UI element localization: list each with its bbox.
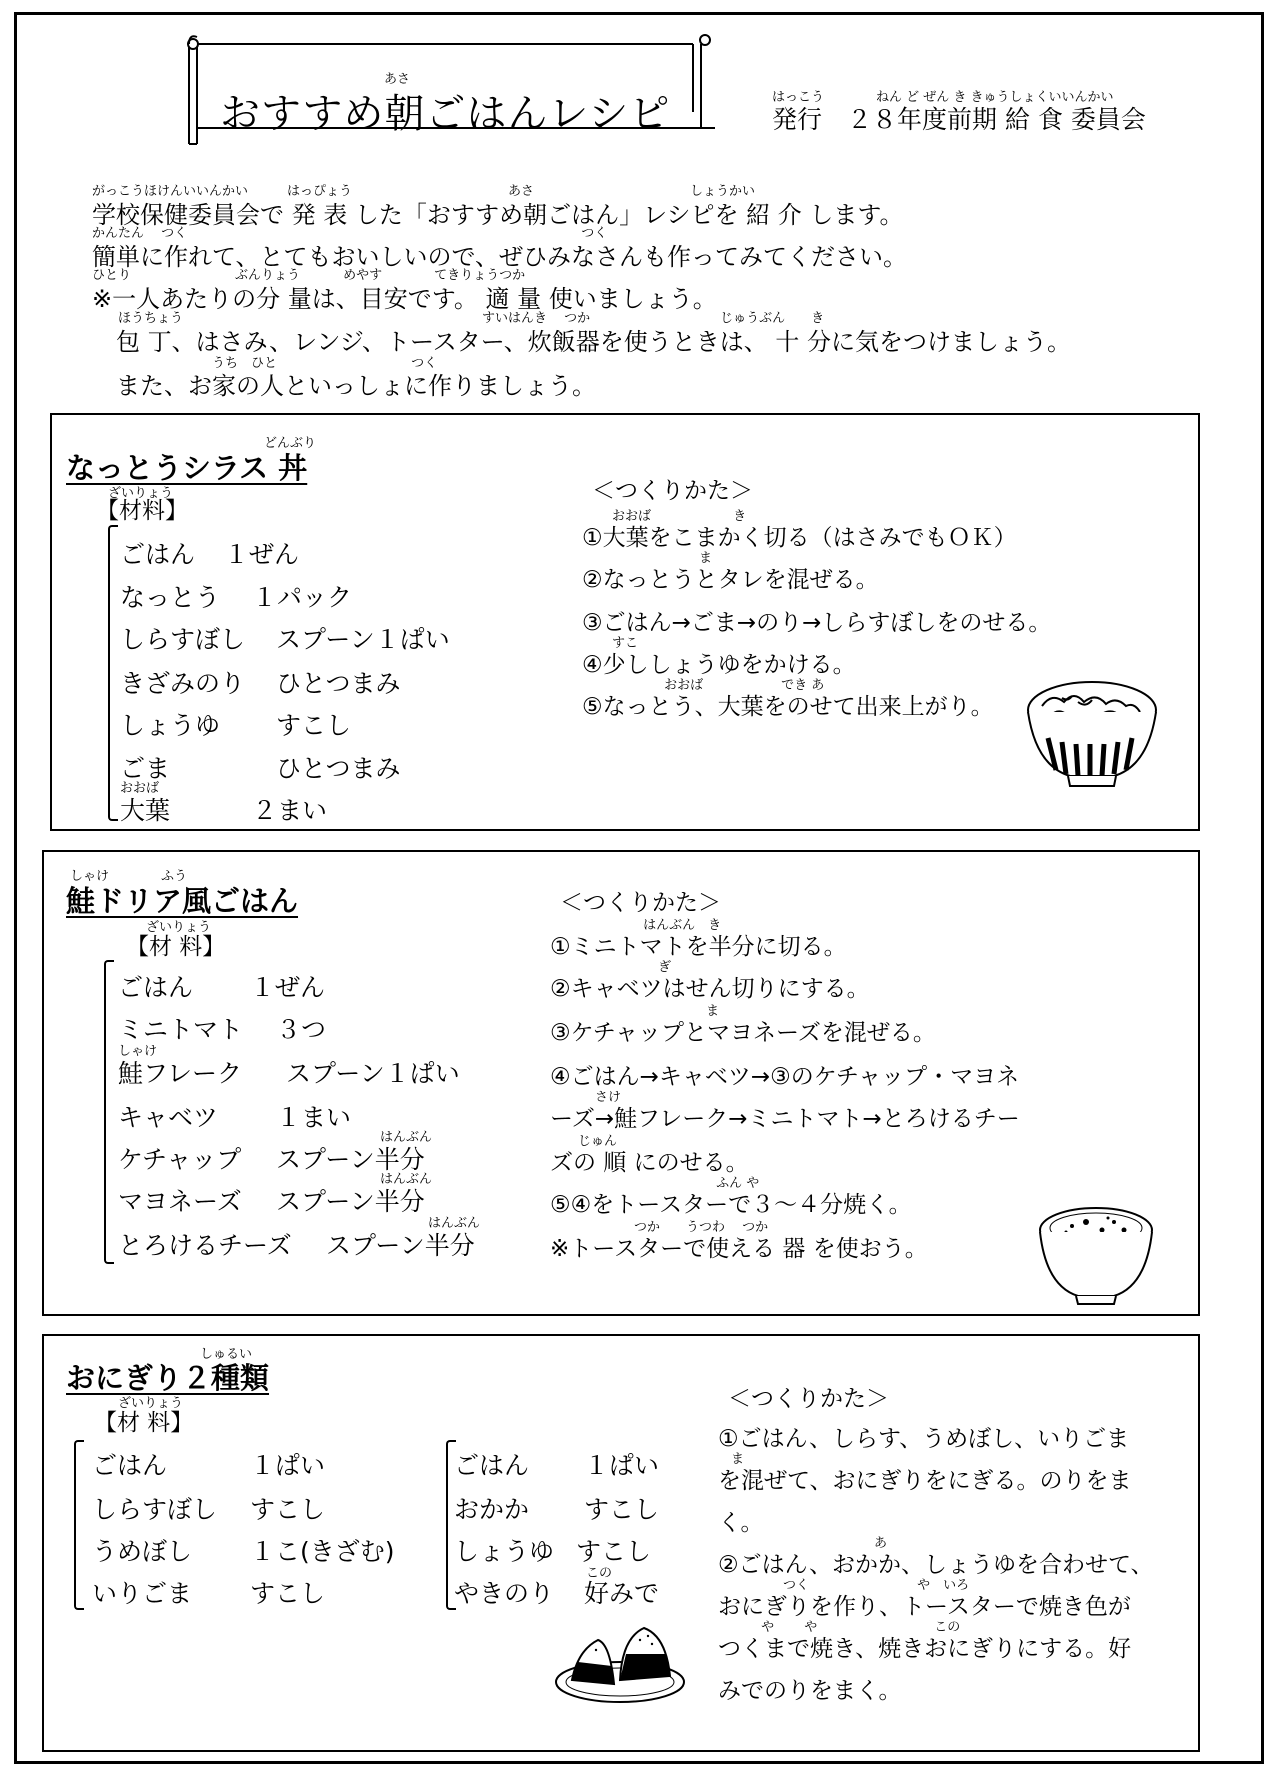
intro-ruby-4: ほうちょう すいはんき つか じゅうぶん き	[118, 311, 825, 326]
ingredient-amount: すこし	[276, 711, 352, 740]
ingredient-ruby: はんぶん	[380, 1130, 433, 1145]
ingredients-label-ruby: ざいりょう	[118, 1396, 184, 1411]
ingredient-amount: スプーン半分	[326, 1231, 475, 1260]
step: ④ごはん→キャベツ→③のケチャップ・マヨネ	[550, 1064, 1020, 1090]
ingredient-amount: ３つ	[276, 1015, 327, 1044]
steps-label: ＜つくりかた＞	[592, 478, 753, 504]
step: つくまで焼き、焼きおにぎりにする。好	[718, 1636, 1132, 1662]
recipe-title: なっとうシラス 丼	[66, 451, 308, 485]
page-title: おすすめ朝ごはんレシピ	[220, 91, 671, 137]
intro-line-4: 包 丁、はさみ、レンジ、トースター、炊飯器を使うときは、 十 分に気をつけましょう。	[92, 328, 1072, 356]
step: ①ごはん、しらす、うめぼし、いりごま	[718, 1426, 1130, 1452]
step-ruby: あ	[718, 1536, 888, 1551]
recipe-title-ruby: しゅるい	[200, 1347, 253, 1362]
ingredient-name: いりごま	[92, 1579, 193, 1608]
intro-line-3: ※一人あたりの分 量は、目安です。 適 量 使いましょう。	[92, 285, 717, 313]
title-ruby: あさ	[384, 72, 411, 87]
step: ④少ししょうゆをかける。	[582, 652, 856, 678]
step: ⑤なっとう、大葉をのせて出来上がり。	[582, 694, 994, 720]
ingredients-bracket	[108, 525, 118, 821]
ingredient-name: とろけるチーズ	[118, 1231, 292, 1260]
ingredient-name: ごはん	[118, 973, 194, 1002]
ingredient-name: おかか	[454, 1495, 530, 1524]
ingredient-name: マヨネーズ	[118, 1187, 242, 1216]
ingredient-ruby: はんぶん	[428, 1216, 481, 1231]
step-ruby: ま	[582, 551, 713, 566]
ingredient-name: なっとう	[120, 583, 221, 612]
ingredient-name: しょうゆ	[120, 711, 221, 740]
ingredient-ruby: おおば	[120, 781, 160, 796]
ingredient-amount: １まい	[276, 1103, 352, 1132]
ingredients-label: 【材料】	[96, 498, 188, 524]
intro-line-1: 学校保健委員会で 発 表 した「おすすめ朝ごはん」レシピを 紹 介 します。	[92, 201, 904, 229]
ingredients-label: 【材 料】	[94, 1410, 194, 1436]
ingredient-amount: スプーン半分	[276, 1145, 425, 1174]
recipe-title-ruby: どんぶり	[264, 436, 317, 451]
step: く。	[718, 1510, 764, 1536]
doria-bowl-icon	[1036, 1200, 1156, 1314]
ingredient-name: きざみのり	[120, 669, 246, 698]
ingredient-amount: すこし	[584, 1495, 660, 1524]
step: ①大葉をこまかく切る（はさみでもＯＫ）	[582, 525, 1017, 551]
ingredient-ruby: この	[586, 1566, 613, 1581]
ingredient-name: キャベツ	[118, 1103, 219, 1132]
ingredient-name: しょうゆ	[454, 1537, 555, 1566]
ingredient-amount: スプーン１ぱい	[276, 625, 450, 654]
step-ruby: ふん や	[556, 1176, 760, 1191]
step-ruby: や や この	[718, 1620, 961, 1635]
ingredient-name: しらすぼし	[92, 1495, 218, 1524]
step: みでのりをまく。	[718, 1678, 902, 1704]
steps-label: ＜つくりかた＞	[560, 890, 721, 916]
ingredient-amount: ひとつまみ	[276, 669, 401, 698]
ingredient-name: ケチャップ	[118, 1145, 242, 1174]
step: ※トースターで使える 器 を使おう。	[550, 1236, 928, 1262]
intro-line-5: また、お家の人といっしょに作りましょう。	[92, 372, 596, 400]
publisher: 発行 ２８年度前期 給 食 委員会	[772, 105, 1146, 134]
ingredient-amount: １ぱい	[584, 1451, 660, 1480]
rice-bowl-icon	[1022, 676, 1162, 800]
ingredient-amount: １ぜん	[250, 973, 326, 1002]
ingredient-amount: すこし	[250, 1495, 326, 1524]
ingredient-name: ごはん	[120, 540, 196, 569]
step: ②なっとうとタレを混ぜる。	[582, 567, 879, 593]
ingredients-bracket	[104, 960, 114, 1264]
step-ruby: さけ	[556, 1090, 622, 1105]
step: ⑤④をトースターで３～４分焼く。	[550, 1192, 912, 1218]
step: を混ぜて、おにぎりをにぎる。のりをま	[718, 1468, 1132, 1494]
step: ②ごはん、おかか、しょうゆを合わせて、	[718, 1552, 1154, 1578]
ingredient-ruby: しゃけ	[118, 1044, 158, 1059]
ingredient-name: しらすぼし	[120, 625, 246, 654]
ingredient-ruby: はんぶん	[380, 1172, 433, 1187]
ingredient-name: うめぼし	[92, 1537, 193, 1566]
ingredients-label: 【材 料】	[126, 934, 226, 960]
onigiri-plate-icon	[552, 1610, 688, 1714]
step-ruby: はんぶん き	[548, 918, 722, 933]
recipe-title: おにぎり２種類	[66, 1361, 270, 1395]
step-ruby: じゅん	[552, 1134, 618, 1149]
ingredient-amount: ２まい	[252, 796, 328, 825]
ingredient-name: ミニトマト	[118, 1015, 244, 1044]
ingredient-amount: スプーン半分	[276, 1187, 425, 1216]
ingredient-amount: 好みで	[584, 1579, 660, 1608]
ingredients-bracket	[74, 1440, 84, 1610]
ingredient-amount: ひとつまみ	[276, 754, 401, 783]
step: ③ケチャップとマヨネーズを混ぜる。	[550, 1020, 936, 1046]
ingredient-amount: スプーン１ぱい	[286, 1059, 460, 1088]
step-ruby: ま	[718, 1452, 745, 1467]
step-ruby: ま	[550, 1004, 720, 1019]
step: ③ごはん→ごま→のり→しらすぼしをのせる。	[582, 610, 1052, 636]
step: おにぎりを作り、トースターで焼き色が	[718, 1594, 1131, 1620]
ingredient-amount: １ぱい	[250, 1451, 326, 1480]
publisher-ruby: はっこう ねん ど ぜん き きゅうしょくいいんかい	[772, 90, 1114, 105]
ingredient-name: ごはん	[454, 1451, 530, 1480]
step-ruby: おおば でき あ	[582, 678, 825, 693]
ingredient-amount: １こ(きざむ)	[250, 1537, 395, 1566]
ingredient-name: やきのり	[454, 1579, 555, 1608]
step-ruby: ぎ	[550, 960, 672, 975]
ingredient-name: 大葉	[120, 796, 171, 825]
step-ruby: おおば き	[612, 509, 747, 524]
ingredient-amount: １ぜん	[224, 540, 300, 569]
step: ーズ→鮭フレーク→ミニトマト→とろけるチー	[550, 1106, 1020, 1132]
ingredient-amount: １パック	[252, 583, 353, 612]
step: ①ミニトマトを半分に切る。	[550, 934, 847, 960]
intro-ruby-3: ひとり ぶんりょう めやす てきりょうつか	[92, 268, 526, 283]
ingredients-label-ruby: ざいりょう	[146, 920, 212, 935]
ingredients-label-ruby: ざいりょう	[108, 486, 174, 501]
ingredient-amount: すこし	[576, 1537, 652, 1566]
intro-ruby-5: うち ひと つく	[212, 356, 438, 371]
intro-line-2: 簡単に作れて、とてもおいしいので、ぜひみなさんも作ってみてください。	[92, 243, 908, 271]
ingredient-name: ごはん	[92, 1451, 168, 1480]
ingredient-name: 鮭フレーク	[118, 1059, 243, 1088]
steps-label: ＜つくりかた＞	[728, 1386, 889, 1412]
intro-ruby-2: かんたん つく つく	[92, 226, 608, 241]
intro-ruby-1: がっこうほけんいいんかい はっぴょう あさ しょうかい	[92, 184, 756, 199]
step: ②キャベツはせん切りにする。	[550, 976, 870, 1002]
ingredient-name: ごま	[120, 754, 171, 783]
step-ruby: つか うつわ つか	[556, 1220, 769, 1235]
step-ruby: すこ	[612, 636, 639, 651]
recipe-title-ruby: しゃけ ふう	[70, 869, 188, 884]
ingredient-amount: すこし	[250, 1579, 326, 1608]
recipe-title: 鮭ドリア風ごはん	[66, 884, 299, 918]
step-ruby: つく や いろ	[718, 1578, 970, 1593]
step: ズの 順 にのせる。	[550, 1150, 749, 1176]
